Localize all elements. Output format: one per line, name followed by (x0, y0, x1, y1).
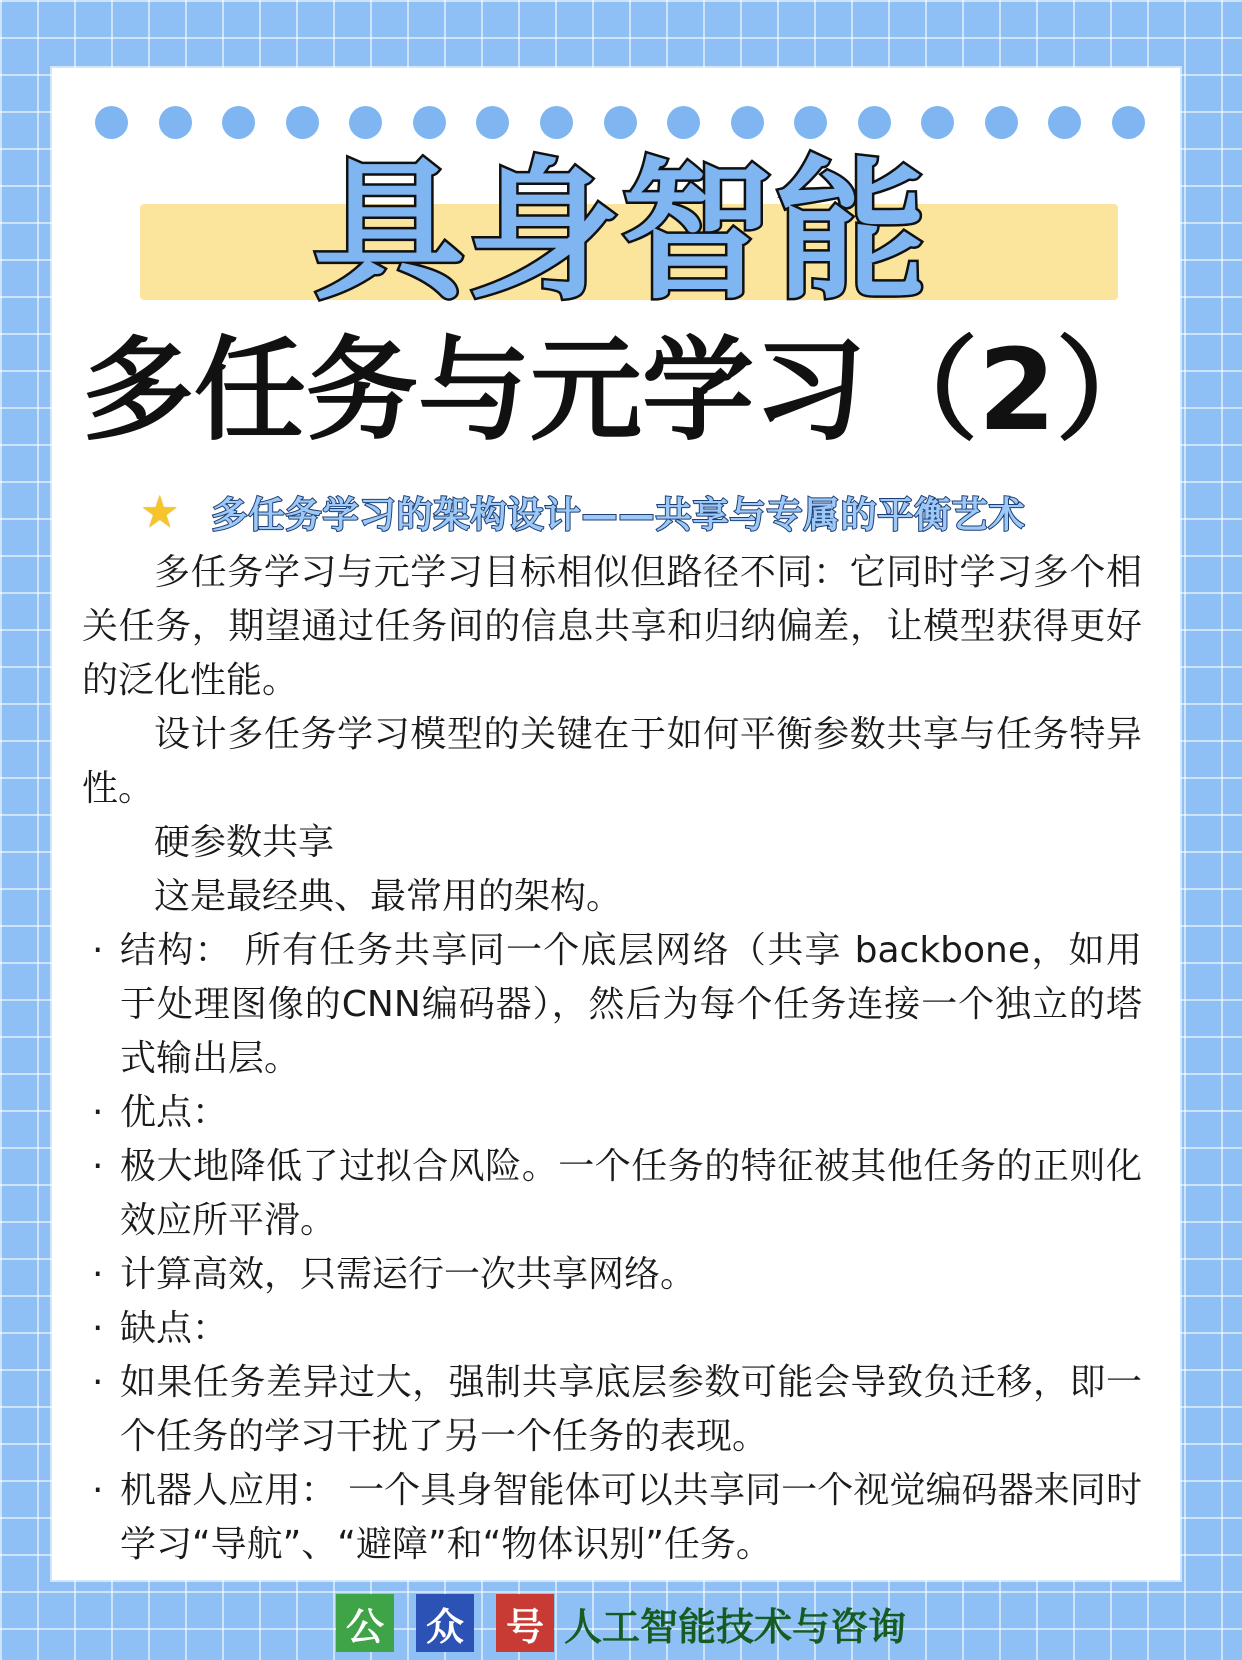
binder-hole (413, 106, 446, 139)
paragraph: 设计多任务学习模型的关键在于如何平衡参数共享与任务特异性。 (82, 714, 1142, 809)
sub-intro: 这是最经典、最常用的架构。 (154, 876, 623, 917)
list-item: · 缺点： (82, 1302, 1142, 1356)
binder-hole (540, 106, 573, 139)
binder-hole (1048, 106, 1081, 139)
binder-hole (921, 106, 954, 139)
star-icon: ★ (140, 486, 180, 538)
binder-hole (1112, 106, 1145, 139)
binder-hole (731, 106, 764, 139)
binder-holes (95, 106, 1145, 140)
binder-hole (286, 106, 319, 139)
list-item: · 结构： 所有任务共享同一个底层网络（共享 backbone，如用于处理图像的CNN编码器），然后为每个任务连接一个独立的塔式输出层。 (82, 924, 1142, 1086)
page-subtitle: 多任务与元学习（2） (82, 326, 1168, 456)
section-heading (140, 486, 1025, 538)
binder-hole (159, 106, 192, 139)
binder-hole (349, 106, 382, 139)
list-item: · 如果任务差异过大，强制共享底层参数可能会导致负迁移，即一个任务的学习干扰了另一个任务的表现。 (82, 1356, 1142, 1464)
binder-hole (985, 106, 1018, 139)
list-item: · 优点： (82, 1086, 1142, 1140)
list-item: · 计算高效，只需运行一次共享网络。 (82, 1248, 1142, 1302)
footer-badge-hao: 号 (496, 1594, 554, 1652)
footer-badge-zhong: 众 (416, 1594, 474, 1652)
footer-badge-gong: 公 (336, 1594, 394, 1652)
binder-hole (222, 106, 255, 139)
paragraph: 多任务学习与元学习目标相似但路径不同：它同时学习多个相关任务，期望通过任务间的信息共享和归纳偏差，让模型获得更好的泛化性能。 (82, 552, 1142, 701)
binder-hole (794, 106, 827, 139)
sub-heading: 硬参数共享 (154, 822, 335, 863)
binder-hole (858, 106, 891, 139)
binder-hole (476, 106, 509, 139)
list-item: · 极大地降低了过拟合风险。一个任务的特征被其他任务的正则化效应所平滑。 (82, 1140, 1142, 1248)
footer-account (0, 1594, 1242, 1652)
binder-hole (95, 106, 128, 139)
section-heading-text: 多任务学习的架构设计——共享与专属的平衡艺术 (211, 494, 1026, 536)
list-item: · 机器人应用： 一个具身智能体可以共享同一个视觉编码器来同时学习“导航”、“避障”和“物体识别”任务。 (82, 1464, 1142, 1572)
page-title: 具身智能 (313, 143, 929, 320)
binder-hole (604, 106, 637, 139)
footer-account-name: 人工智能技术与咨询 (563, 1604, 906, 1649)
article-body (82, 546, 1142, 1572)
binder-hole (667, 106, 700, 139)
